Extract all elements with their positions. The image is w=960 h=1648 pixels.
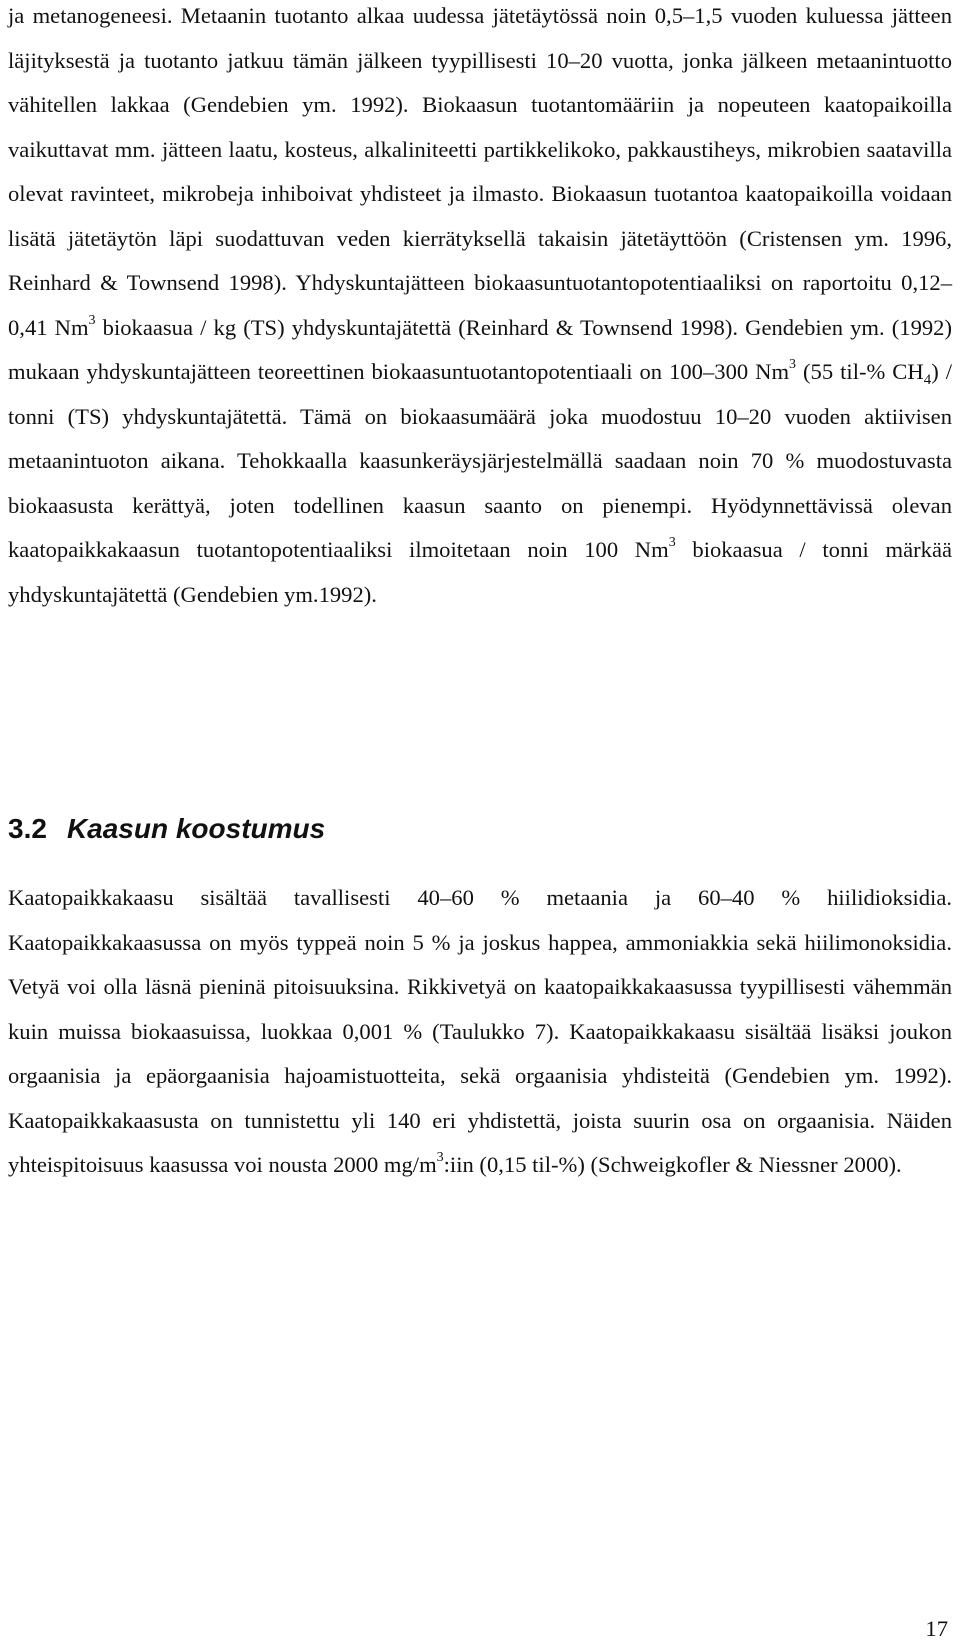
- superscript: 3: [668, 535, 676, 550]
- paragraph-text: biokaasua / kg (TS) yhdyskuntajätettä (Reinhard & Townsend 1998). Gendebien ym. (1992) mukaan yhdyskuntajätteen teoreettinen biokaasuntuotantopotentiaali on 100–300 Nm: [8, 314, 952, 384]
- superscript: 3: [88, 312, 96, 328]
- section-heading: [8, 812, 325, 846]
- superscript: 3: [789, 357, 797, 372]
- section-number: 3.2: [8, 813, 47, 844]
- section-title: Kaasun koostumus: [66, 813, 326, 844]
- paragraph-text: ) / tonni (TS) yhdyskuntajätettä. Tämä on biokaasumäärä joka muodostuu 10–20 vuoden aktiivisen metaanintuoton aikana. Tehokkaalla kaasunkeräysjärjestelmällä saadaan noin 70 % muodostuvasta biokaasusta kerättyä, joten todellinen kaasun saanto on pienempi. Hyödynnettävissä olevan kaatopaikkakaasun tuotantopotentiaaliksi ilmoitetaan noin 100 Nm: [8, 359, 952, 562]
- body-paragraph-biogas-production: [8, 0, 952, 617]
- paragraph-text: (55 til-% CH: [796, 359, 924, 384]
- page-number: 17: [925, 1616, 948, 1641]
- paragraph-text: ja metanogeneesi. Metaanin tuotanto alkaa uudessa jätetäytössä noin 0,5–1,5 vuoden kuluessa jätteen läjityksestä ja tuotanto jatkuu tämän jälkeen tyypillisesti 10–20 vuotta, jonka jälkeen metaanintuotto vähitellen lakkaa (Gendebien ym. 1992). Biokaasun tuotantomääriin ja nopeuteen kaatopaikoilla vaikuttavat mm. jätteen laatu, kosteus, alkaliniteetti partikkelikoko, pakkaustiheys, mikrobien saatavilla olevat ravinteet, mikrobeja inhiboivat yhdisteet ja ilmasto. Biokaasun tuotantoa kaatopaikoilla voidaan lisätä jätetäytön läpi suodattuvan veden kierrätyksellä takaisin jätetäyttöön (Cristensen ym. 1996, Reinhard & Townsend 1998). Yhdyskuntajätteen biokaasuntuotantopotentiaaliksi on raportoitu 0,12–0,41 Nm: [8, 3, 952, 340]
- paragraph-text: :iin (0,15 til-%) (Schweigkofler & Niessner 2000).: [443, 1152, 902, 1177]
- body-paragraph-gas-composition: [8, 876, 952, 1188]
- subscript: 4: [923, 372, 932, 388]
- paragraph-text: Kaatopaikkakaasu sisältää tavallisesti 40–60 % metaania ja 60–40 % hiilidioksidia. Kaatopaikkakaasussa on myös typpeä noin 5 % ja joskus happea, ammoniakkia sekä hiilimonoksidia. Vetyä voi olla läsnä pieninä pitoisuuksina. Rikkivetyä on kaatopaikkakaasussa tyypillisesti vähemmän kuin muissa biokaasuissa, luokkaa 0,001 % (Taulukko 7). Kaatopaikkakaasu sisältää lisäksi joukon orgaanisia ja epäorgaanisia hajoamistuotteita, sekä orgaanisia yhdisteitä (Gendebien ym. 1992). Kaatopaikkakaasusta on tunnistettu yli 140 eri yhdistettä, joista suurin osa on orgaanisia. Näiden yhteispitoisuus kaasussa voi nousta 2000 mg/m: [8, 885, 952, 1177]
- paragraph-text: biokaasua / tonni märkää yhdyskuntajätettä (Gendebien ym.1992).: [8, 537, 953, 607]
- superscript: 3: [436, 1150, 444, 1165]
